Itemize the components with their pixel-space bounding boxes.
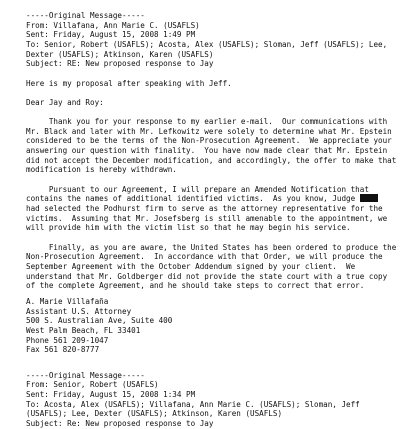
body-line: did not accept the December modification, and accordingly, the offer to make that bbox=[26, 155, 397, 165]
to-line: To: Senior, Robert (USAFLS); Acosta, Alex (USAFLS); Sloman, Jeff (USAFLS); Lee, bbox=[26, 40, 388, 50]
paragraph-3 bbox=[26, 242, 397, 291]
body-line: had selected the Podhurst firm to serve as the attorney representative for the bbox=[26, 204, 383, 213]
subject-line: Subject: Re: New proposed response to Jay bbox=[26, 419, 214, 429]
from-line: From: Villafana, Ann Marie C. (USAFLS) bbox=[26, 20, 200, 30]
redaction-block bbox=[360, 194, 378, 202]
body-text: contains the names of additional identified victims. As you know, Judge bbox=[26, 194, 360, 204]
body-line: victims. Assuming that Mr. Josefsberg is still amenable to the appointment, we bbox=[26, 213, 388, 223]
signature-city: West Palm Beach, FL 33401 bbox=[26, 326, 141, 336]
to-line-continued: (USAFLS); Lee, Dexter (USAFLS); Atkinson, Karen (USAFLS) bbox=[26, 409, 283, 419]
body-line: Mr. Black and later with Mr. Lefkowitz were solely to determine what Mr. Epstein bbox=[26, 126, 392, 136]
from-line: From: Senior, Robert (USAFLS) bbox=[26, 380, 159, 390]
signature-address: 500 S. Australian Ave, Suite 400 bbox=[26, 316, 173, 326]
intro-line: Here is my proposal after speaking with Jeff. bbox=[26, 78, 232, 88]
body-line-with-redaction bbox=[26, 194, 394, 204]
separator: -----Original Message----- bbox=[26, 370, 145, 380]
signature-block bbox=[26, 297, 394, 355]
sent-line: Sent: Friday, August 15, 2008 1:34 PM bbox=[26, 390, 196, 399]
body-line: Pursuant to our Agreement, I will prepare an Amended Notification that bbox=[26, 184, 369, 194]
body-line: considered to be the terms of the Non-Prosecution Agreement. We appreciate your bbox=[26, 136, 392, 146]
signature-phone: Phone 561 209-1047 bbox=[26, 335, 109, 345]
separator: -----Original Message----- bbox=[26, 11, 145, 20]
body-line: answering our question with finality. You have now made clear that Mr. Epstein bbox=[26, 146, 388, 156]
body-line: Non-Prosecution Agreement. In accordance with that Order, we will produce the bbox=[26, 252, 383, 262]
body-line: understand that Mr. Goldberger did not provide the state court with a true copy bbox=[26, 271, 388, 281]
body-line: Thank you for your response to my earlier e-mail. Our communications with bbox=[26, 117, 388, 126]
signature-name: A. Marie Villafaña bbox=[26, 297, 109, 306]
signature-title: Assistant U.S. Attorney bbox=[26, 306, 132, 316]
to-line-continued: Dexter (USAFLS); Atkinson, Karen (USAFLS) bbox=[26, 49, 214, 59]
body-line: September Agreement with the October Addendum signed by your client. We bbox=[26, 261, 356, 271]
sent-line: Sent: Friday, August 15, 2008 1:49 PM bbox=[26, 30, 196, 40]
signature-fax: Fax 561 820-8777 bbox=[26, 345, 100, 355]
paragraph-1 bbox=[26, 117, 397, 175]
subject-line: Subject: RE: New proposed response to Jay bbox=[26, 59, 214, 69]
to-line: To: Acosta, Alex (USAFLS); Villafana, Ann Marie C. (USAFLS); Sloman, Jeff bbox=[26, 399, 360, 409]
email-document bbox=[26, 11, 397, 429]
paragraph-2 bbox=[26, 185, 394, 233]
body-line: Finally, as you are aware, the United States has been ordered to produce the bbox=[26, 242, 397, 252]
body-line: of the complete Agreement, and he should take steps to correct that error. bbox=[26, 281, 365, 291]
body-line: modification is hereby withdrawn. bbox=[26, 165, 177, 175]
body-line: will provide him with the victim list so that he may begin his service. bbox=[26, 223, 351, 233]
message-header-1 bbox=[26, 11, 394, 69]
salutation: Dear Jay and Roy: bbox=[26, 97, 104, 107]
